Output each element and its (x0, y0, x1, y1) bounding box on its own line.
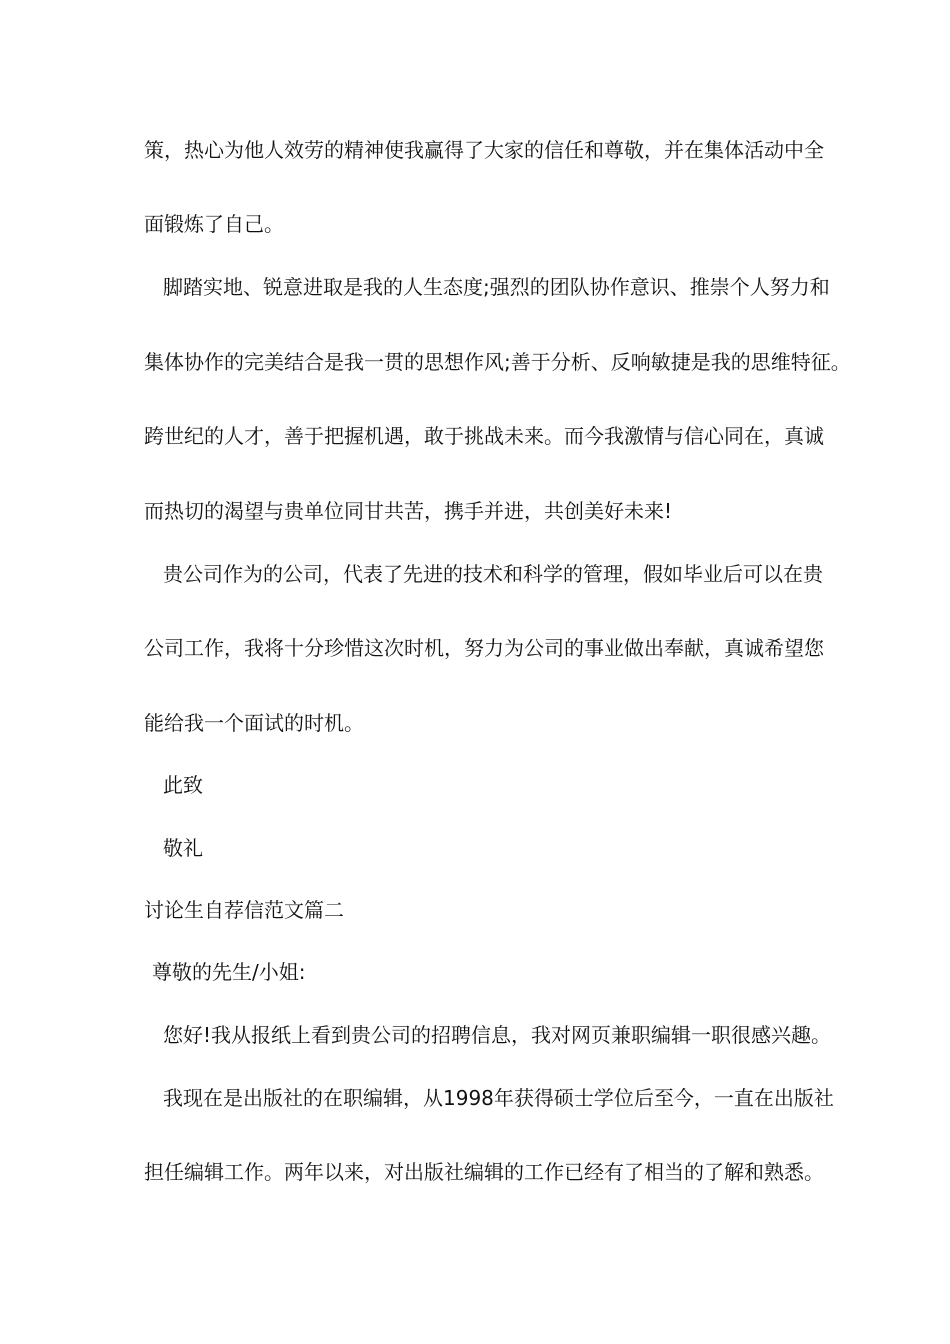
closing-line: 此致 (163, 773, 203, 797)
paragraph-line: 担任编辑工作。两年以来，对出版社编辑的工作已经有了相当的了解和熟悉。 (144, 1160, 824, 1184)
paragraph-line: 集体协作的完美结合是我一贯的思想作风;善于分析、反响敏捷是我的思维特征。 (144, 350, 851, 374)
paragraph-line: 我现在是出版社的在职编辑，从1998年获得硕士学位后至今，一直在出版社 (163, 1086, 834, 1110)
paragraph-line: 脚踏实地、锐意进取是我的人生态度;强烈的团队协作意识、推崇个人努力和 (163, 275, 830, 299)
section-heading: 讨论生自荐信范文篇二 (144, 898, 344, 922)
paragraph-line: 贵公司作为的公司，代表了先进的技术和科学的管理，假如毕业后可以在贵 (163, 562, 823, 586)
closing-line: 敬礼 (163, 836, 203, 860)
paragraph-line: 而热切的渴望与贵单位同甘共苦，携手并进，共创美好未来! (144, 499, 673, 523)
paragraph-line: 面锻炼了自己。 (144, 212, 284, 236)
paragraph-line: 跨世纪的人才，善于把握机遇，敢于挑战未来。而今我激情与信心同在，真诚 (144, 424, 824, 448)
salutation-line: 尊敬的先生/小姐: (152, 960, 306, 984)
paragraph-line: 您好!我从报纸上看到贵公司的招聘信息，我对网页兼职编辑一职很感兴趣。 (163, 1023, 832, 1047)
paragraph-line: 能给我一个面试的时机。 (144, 711, 364, 735)
paragraph-line: 公司工作，我将十分珍惜这次时机，努力为公司的事业做出奉献，真诚希望您 (144, 636, 824, 660)
paragraph-line: 策，热心为他人效劳的精神使我赢得了大家的信任和尊敬，并在集体活动中全 (144, 138, 824, 162)
